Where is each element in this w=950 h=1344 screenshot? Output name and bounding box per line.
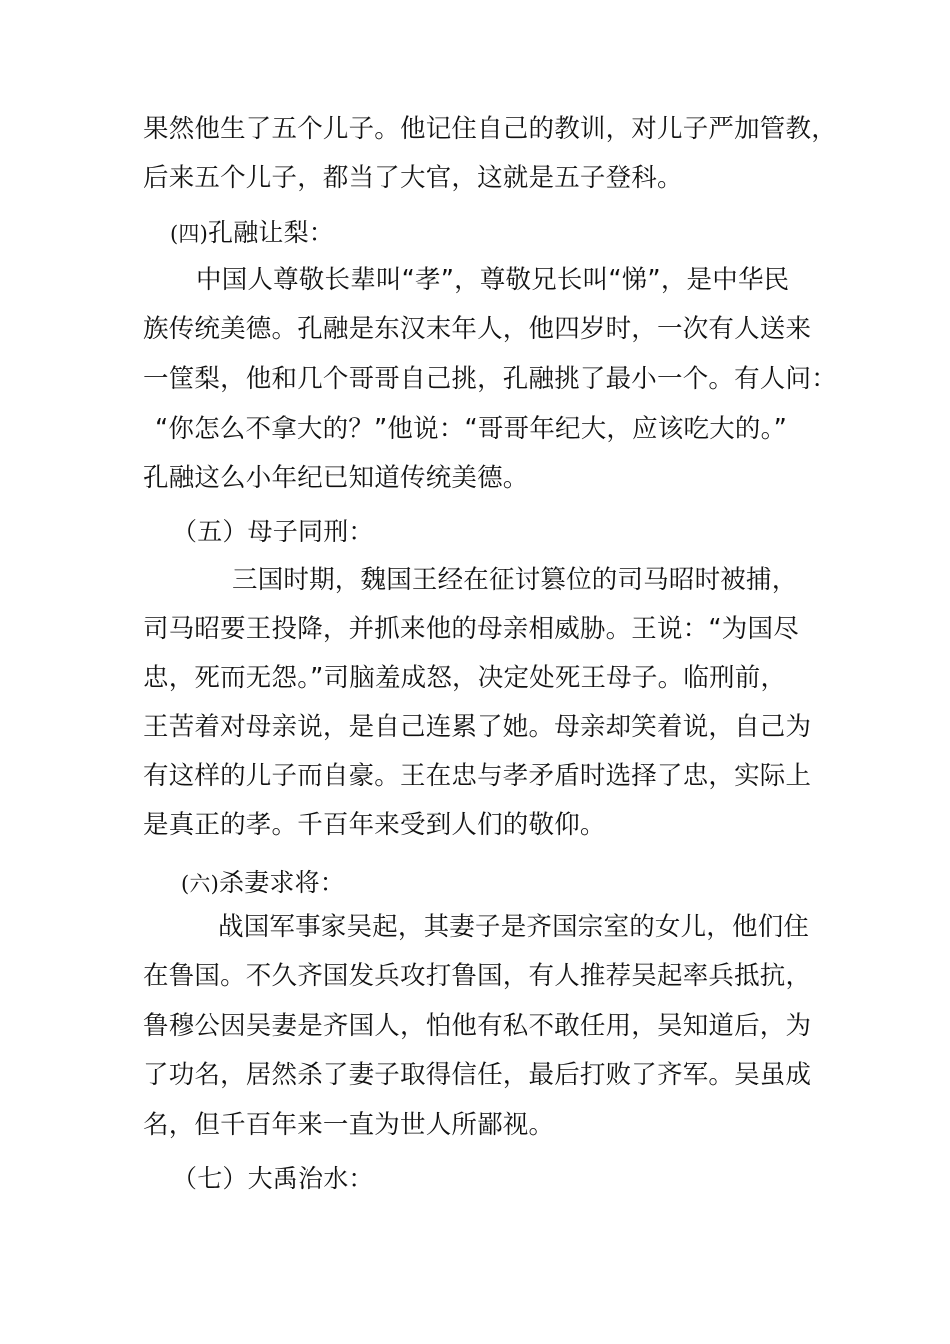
- paragraph-line: 鲁穆公因吴妻是齐国人，怕他有私不敢任用，吴知道后，为: [143, 1011, 812, 1041]
- paragraph-line: 司马昭要王投降，并抓来他的母亲相威胁。王说：“为国尽: [143, 614, 799, 644]
- section-heading-5: （五）母子同刑：: [172, 517, 374, 546]
- section-heading-7: （七）大禹治水：: [172, 1164, 374, 1193]
- paragraph-line: 一筐梨，他和几个哥哥自己挑，孔融挑了最小一个。有人问：: [143, 364, 837, 394]
- paragraph-line: 名，但千百年来一直为世人所鄙视。: [143, 1110, 555, 1140]
- paragraph-line: 忠，死而无怨。”司脑羞成怒，决定处死王母子。临刑前，: [143, 663, 787, 693]
- paragraph-line: 了功名，居然杀了妻子取得信任，最后打败了齐军。吴虽成: [143, 1060, 812, 1090]
- section-heading-4: [170, 216, 334, 251]
- paragraph-line: 战国军事家吴起，其妻子是齐国宗室的女儿，他们住: [218, 912, 810, 942]
- paragraph-line: 孔融这么小年纪已知道传统美德。: [143, 463, 529, 493]
- paragraph-line: 后来五个儿子，都当了大官，这就是五子登科。: [143, 163, 683, 193]
- paragraph-line: 三国时期，魏国王经在征讨篡位的司马昭时被捕，: [232, 565, 798, 595]
- paragraph-line: 族传统美德。孔融是东汉末年人，他四岁时，一次有人送来: [143, 314, 812, 344]
- heading-number: (六): [181, 872, 219, 896]
- paragraph-line: 果然他生了五个儿子。他记住自己的教训，对儿子严加管教，: [143, 114, 837, 144]
- paragraph-line: 王苦着对母亲说，是自己连累了她。母亲却笑着说，自己为: [143, 712, 812, 742]
- paragraph-line: 在鲁国。不久齐国发兵攻打鲁国，有人推荐吴起率兵抵抗，: [143, 961, 812, 991]
- heading-title: 孔融让梨：: [208, 218, 335, 247]
- paragraph-line: 中国人尊敬长辈叫“孝”，尊敬兄长叫“悌”，是中华民: [196, 265, 790, 295]
- paragraph-line: “你怎么不拿大的？”他说：“哥哥年纪大，应该吃大的。”: [155, 414, 787, 444]
- section-heading-6: [181, 866, 345, 901]
- paragraph-line: 有这样的儿子而自豪。王在忠与孝矛盾时选择了忠，实际上: [143, 761, 812, 791]
- heading-number: (四): [170, 222, 208, 246]
- paragraph-line: 是真正的孝。千百年来受到人们的敬仰。: [143, 810, 606, 840]
- heading-title: 杀妻求将：: [219, 868, 346, 897]
